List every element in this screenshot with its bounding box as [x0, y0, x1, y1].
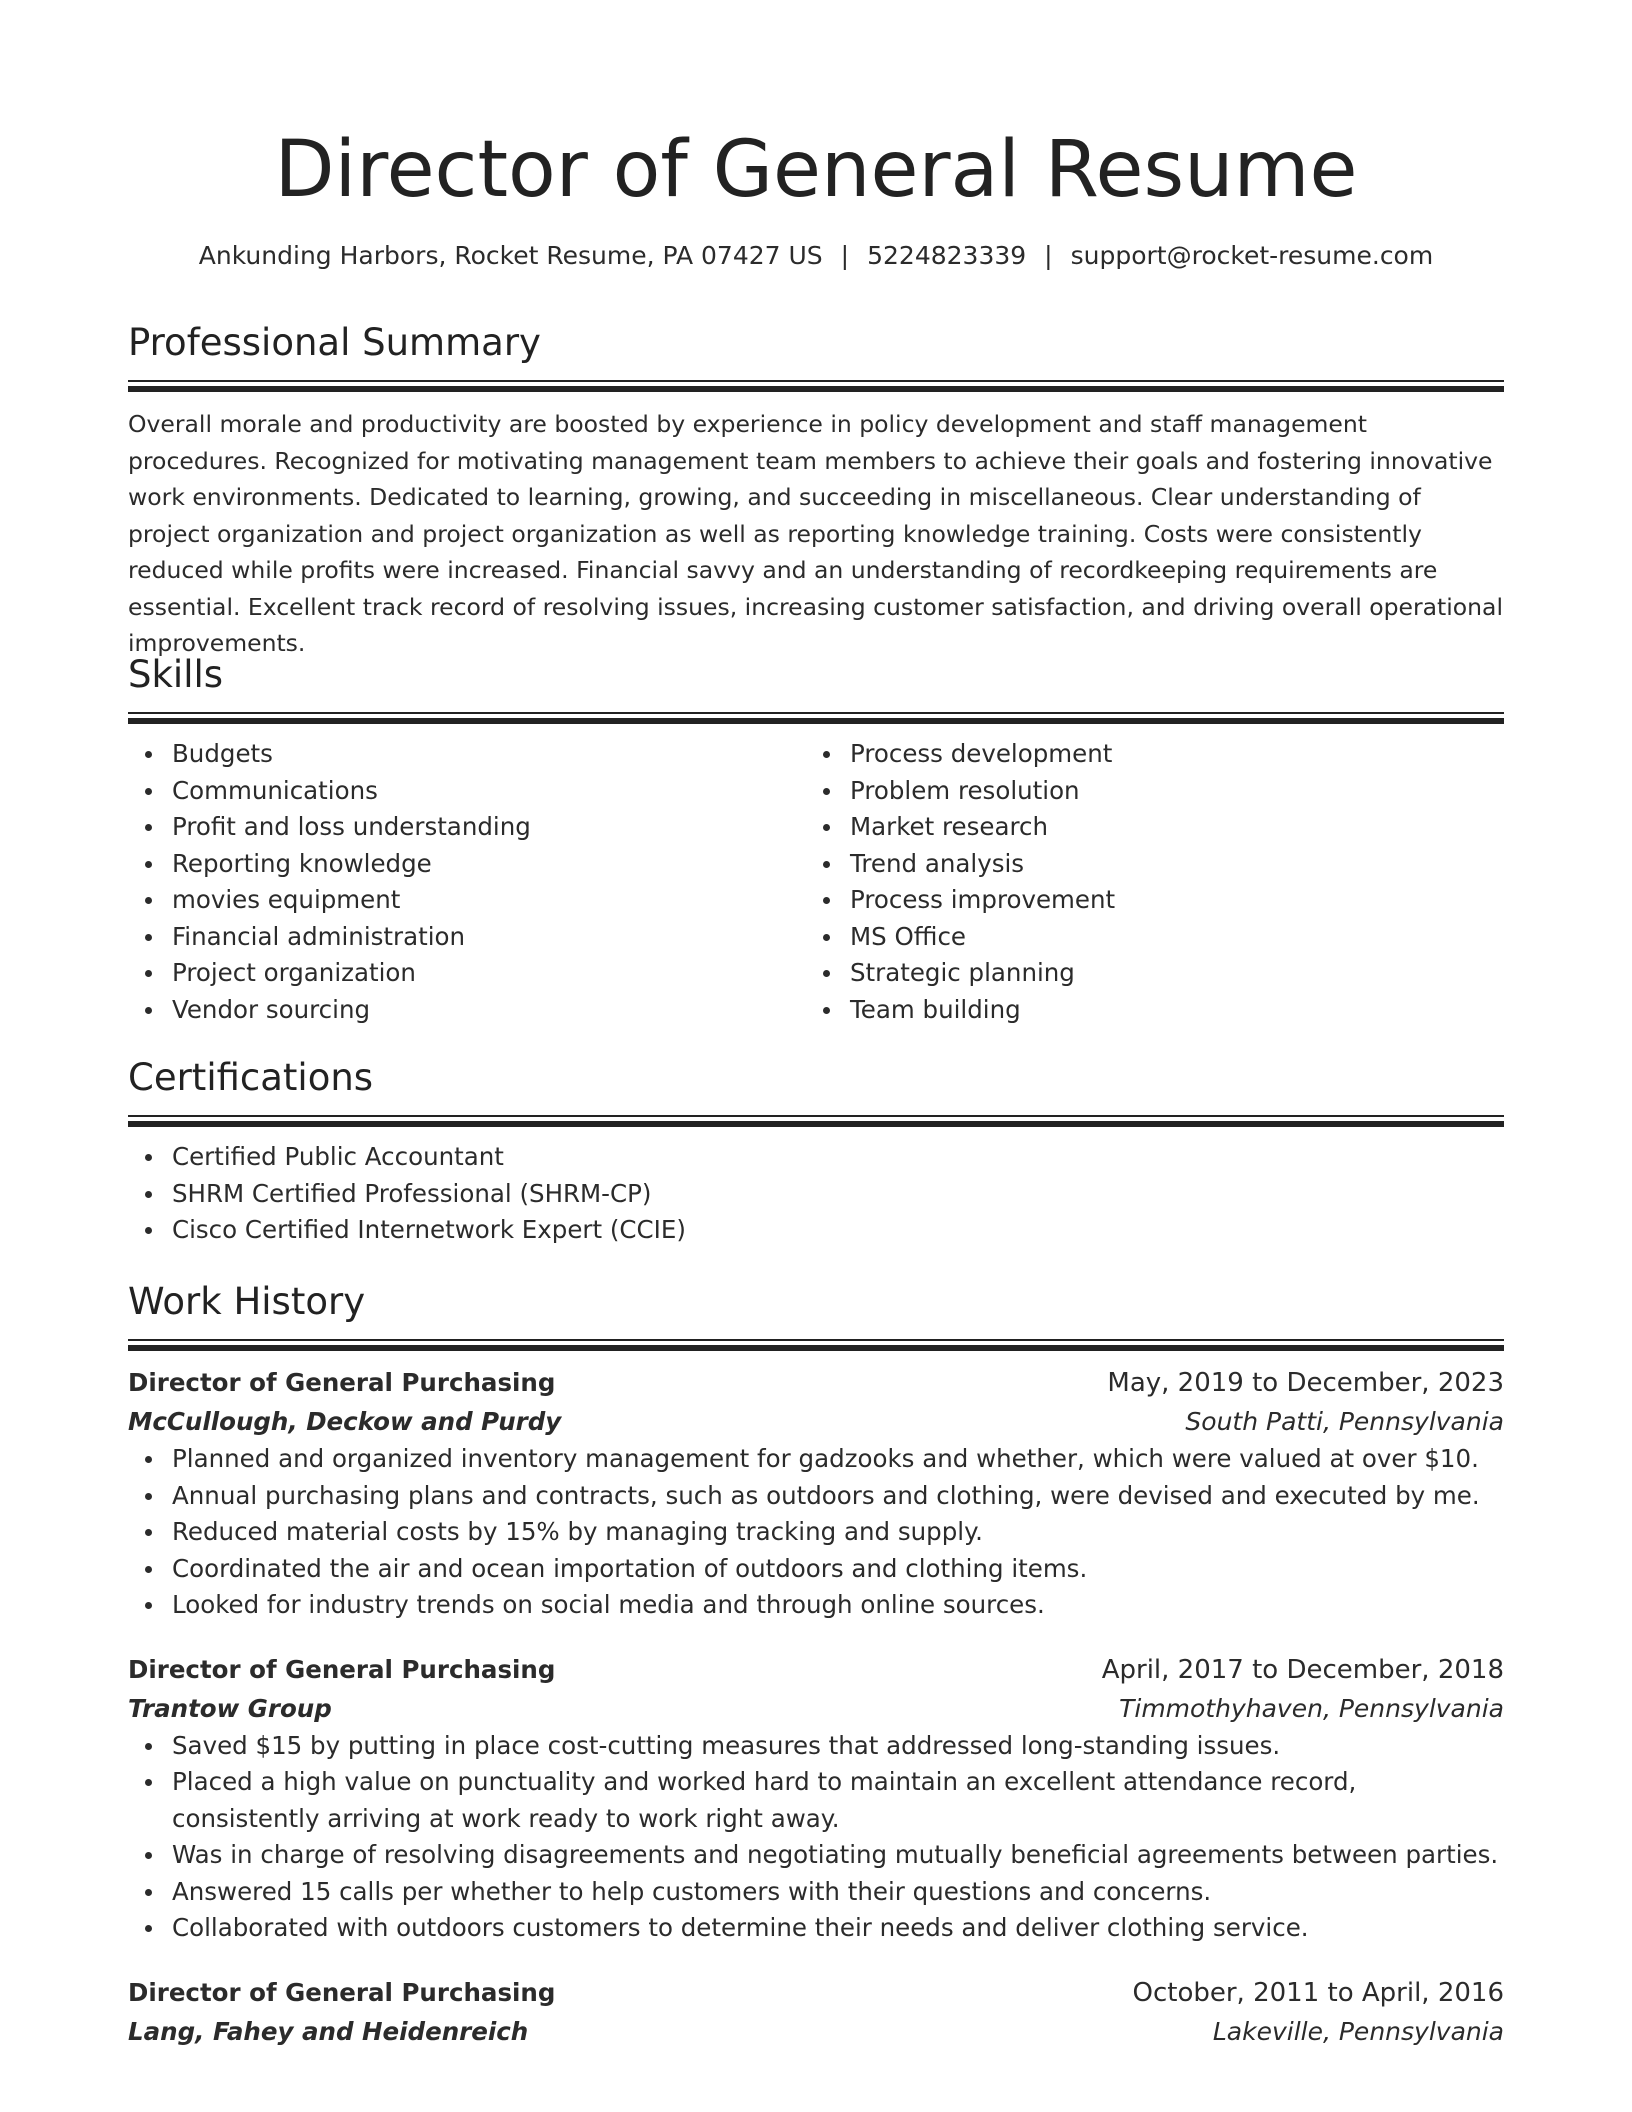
job-entry [128, 1973, 1504, 2051]
certification-item: Certified Public Accountant [128, 1139, 1504, 1176]
skill-item: Market research [806, 809, 1484, 846]
job-bullet: Placed a high value on punctuality and worked hard to maintain an excellent attendance record, consistently arriving at work ready to work right away. [128, 1764, 1504, 1837]
summary-section [128, 319, 1504, 662]
job-dates: April, 2017 to December, 2018 [1101, 1654, 1504, 1685]
job-dates: May, 2019 to December, 2023 [1107, 1368, 1504, 1398]
summary-text: Overall morale and productivity are boosted by experience in policy development and staff management procedures. Recognized for motivating management team members to achieve their goals and fostering innovative work environments. Dedicated to learning, growing, and succeeding in miscellaneous. Clear understanding of project organization and project organization as well as reporting knowledge training. Costs were consistently reduced while profits were increased. Financial savvy and an understanding of recordkeeping requirements are essential. Excellent track record of resolving issues, increasing customer satisfaction, and driving overall operational improvements. [128, 410, 1503, 657]
section-divider [128, 1339, 1504, 1341]
job-bullet: Was in charge of resolving disagreements and negotiating mutually beneficial agreements between parties. [128, 1837, 1504, 1874]
job-bullet: Reduced material costs by 15% by managing tracking and supply. [128, 1514, 1504, 1551]
section-divider [128, 386, 1504, 392]
certifications-section [128, 1054, 1504, 1249]
skill-item: Strategic planning [806, 955, 1484, 992]
skills-column-right [806, 736, 1484, 1028]
skill-item: movies equipment [128, 882, 806, 919]
job-title: Director of General Purchasing [128, 1654, 556, 1684]
section-title-summary: Professional Summary [128, 321, 541, 364]
job-bullet: Collaborated with outdoors customers to determine their needs and deliver clothing service. [128, 1910, 1504, 1947]
job-bullet: Coordinated the air and ocean importation of outdoors and clothing items. [128, 1551, 1504, 1588]
job-location: Timmothyhaven, Pennsylvania [1119, 1693, 1504, 1723]
section-title-work-history: Work History [128, 1280, 366, 1323]
job-bullets [128, 1728, 1504, 1947]
section-title-certifications: Certifications [128, 1056, 374, 1099]
certifications-list [128, 1139, 1504, 1249]
contact-line [0, 239, 1632, 273]
section-title-skills: Skills [128, 653, 224, 696]
job-bullet: Planned and organized inventory management for gadzooks and whether, which were valued at over $10. [128, 1441, 1504, 1478]
skills-section [128, 651, 1504, 1028]
job-company: Trantow Group [128, 1693, 332, 1723]
skill-item: Project organization [128, 955, 806, 992]
skill-item: Process improvement [806, 882, 1484, 919]
certification-item: SHRM Certified Professional (SHRM-CP) [128, 1176, 1504, 1213]
job-dates: October, 2011 to April, 2016 [1132, 1977, 1504, 2008]
work-history-section [128, 1278, 1504, 2051]
skills-column-left [128, 736, 806, 1028]
section-divider [128, 712, 1504, 714]
contact-separator: | [1044, 241, 1053, 270]
job-location: South Patti, Pennsylvania [1185, 1407, 1504, 1436]
skill-item: Vendor sourcing [128, 992, 806, 1029]
skill-item: Trend analysis [806, 846, 1484, 883]
job-bullet: Annual purchasing plans and contracts, such as outdoors and clothing, were devised and executed by me. [128, 1478, 1504, 1515]
skill-item: Financial administration [128, 919, 806, 956]
section-divider [128, 1121, 1504, 1127]
certification-item: Cisco Certified Internetwork Expert (CCIE) [128, 1212, 1504, 1249]
skill-item: Budgets [128, 736, 806, 773]
skill-item: Reporting knowledge [128, 846, 806, 883]
contact-address: Ankunding Harbors, Rocket Resume, PA 07427 US [198, 241, 823, 270]
skill-item: Profit and loss understanding [128, 809, 806, 846]
job-entry [128, 1363, 1504, 1624]
skill-item: Communications [128, 773, 806, 810]
job-title: Director of General Purchasing [128, 1368, 556, 1397]
contact-email: support@rocket-resume.com [1070, 241, 1434, 270]
resume-header [0, 118, 1632, 273]
section-divider [128, 1115, 1504, 1117]
skill-item: Problem resolution [806, 773, 1484, 810]
job-bullets [128, 1441, 1504, 1624]
job-bullet: Looked for industry trends on social media and through online sources. [128, 1587, 1504, 1624]
job-bullet: Saved $15 by putting in place cost-cutting measures that addressed long-standing issues. [128, 1728, 1504, 1765]
job-company: Lang, Fahey and Heidenreich [128, 2016, 529, 2046]
section-divider [128, 380, 1504, 382]
contact-phone: 5224823339 [867, 241, 1027, 270]
section-divider [128, 718, 1504, 724]
section-divider [128, 1345, 1504, 1351]
skill-item: Team building [806, 992, 1484, 1029]
job-location: Lakeville, Pennsylvania [1212, 2016, 1504, 2046]
resume-title: Director of General Resume [274, 125, 1358, 215]
skill-item: Process development [806, 736, 1484, 773]
job-title: Director of General Purchasing [128, 1977, 556, 2007]
skill-item: MS Office [806, 919, 1484, 956]
job-company: McCullough, Deckow and Purdy [128, 1407, 562, 1436]
job-bullet: Answered 15 calls per whether to help customers with their questions and concerns. [128, 1874, 1504, 1911]
job-entry [128, 1650, 1504, 1947]
contact-separator: | [840, 241, 850, 270]
skills-columns [128, 736, 1504, 1028]
